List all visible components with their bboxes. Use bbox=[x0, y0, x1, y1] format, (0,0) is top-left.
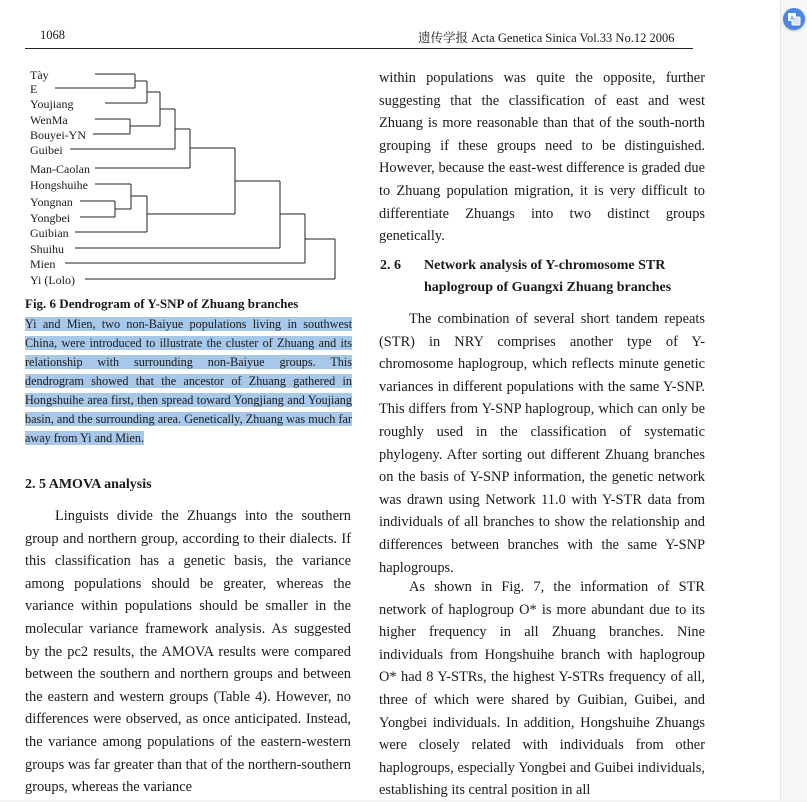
leaf-label: Shuihu bbox=[30, 242, 65, 256]
section-number: 2. 6 bbox=[380, 258, 401, 273]
leaf-label: Man-Caolan bbox=[30, 162, 90, 176]
section-title-line2: haplogroup of Guangxi Zhuang branches bbox=[424, 280, 672, 295]
header-rule bbox=[25, 48, 693, 49]
continued-paragraph: within populations was quite the opposite, further suggesting that the classification of east and west Zhuang is more reasonable than that of the south-north grouping if these groups need to be distinguished. However, because the east-west difference is graded due to Zhuang population migration, it is very difficult to differentiate Zhuangs into two distinct groups genetically. bbox=[379, 70, 705, 245]
translate-extension-button[interactable] bbox=[783, 8, 805, 30]
leaf-label: Hongshuihe bbox=[30, 178, 88, 192]
leaf-label: Yi (Lolo) bbox=[30, 273, 75, 287]
leaf-label: Mien bbox=[30, 257, 56, 271]
scrollbar[interactable] bbox=[780, 0, 807, 800]
section-title-line1: Network analysis of Y-chromosome STR bbox=[424, 258, 666, 273]
leaf-label: Guibei bbox=[30, 143, 63, 157]
leaf-label: Yongnan bbox=[30, 195, 73, 209]
page-number: 1068 bbox=[40, 28, 65, 42]
leaf-label: Tày bbox=[30, 68, 49, 82]
section-heading-amova: 2. 5 AMOVA analysis bbox=[25, 477, 152, 492]
journal-header: 遗传学报 Acta Genetica Sinica Vol.33 No.12 2006 bbox=[418, 31, 675, 45]
leaf-label: Bouyei-YN bbox=[30, 128, 86, 142]
network-paragraph-2: As shown in Fig. 7, the information of STR network of haplogroup O* is more abundant due to its higher frequency in all Zhuang branches. Nine individuals from Hongshuihe branch with haplogroup O* had 8 Y-STRs, the highest Y-STRs frequency of all, three of which were shared by Guibian, Guibei, and Yongbei individuals. In addition, Hongshuihe Zhuangs were closely related with individuals from other haplogroups, especially Yongbei and Guibei individuals, establishing its central position in all bbox=[379, 579, 705, 799]
dendrogram-figure bbox=[25, 64, 355, 292]
leaf-label: E bbox=[30, 82, 38, 96]
figure-legend[interactable] bbox=[25, 315, 352, 448]
leaf-label: Youjiang bbox=[30, 97, 74, 111]
leaf-label: Yongbei bbox=[30, 211, 71, 225]
amova-paragraph: Linguists divide the Zhuangs into the southern group and northern group, according to their dialects. If this classification has a genetic basis, the variance among populations should be greater, whereas the variance within populations should be smaller in the molecular variance framework analysis. As suggested by the pc2 results, the AMOVA results were compared between the southern and northern groups and between the eastern and western groups (Table 4). However, no differences were observed, as once anticipated. Instead, the variance among populations of the eastern-western groups was far greater than that of the northern-southern groups, whereas the variance bbox=[25, 508, 351, 796]
selected-text[interactable]: Yi and Mien, two non-Baiyue populations living in southwest China, were introduced to illustrate the cluster of Zhuang and its relationship with surrounding non-Baiyue groups. This dendrogram showed that the ancestor of Zhuang gathered in Hongshuihe area first, then spread toward Yongjiang and Youjiang basin, and the surrounding area. Genetically, Zhuang was much far away from Yi and Mien. bbox=[25, 317, 352, 445]
leaf-label: Guibian bbox=[30, 226, 69, 240]
leaf-label: WenMa bbox=[30, 113, 68, 127]
figure-caption: Fig. 6 Dendrogram of Y-SNP of Zhuang branches bbox=[25, 296, 299, 311]
svg-text:A: A bbox=[790, 15, 795, 22]
network-paragraph-1: The combination of several short tandem repeats (STR) in NRY comprises another type of Y-chromosome haplogroup, which reflects minute genetic variances in different populations with the same Y-SNP. This differs from Y-SNP haplogroup, which can only be roughly used in the classification of systematic phylogeny. After sorting out different Zhuang branches on the basis of Y-SNP information, the genetic network was drawn using Network 11.0 with Y-STR data from individuals of all branches to show the relationship and differences between branches with the same Y-SNP haplogroups. bbox=[379, 311, 705, 576]
translate-icon bbox=[787, 12, 801, 26]
